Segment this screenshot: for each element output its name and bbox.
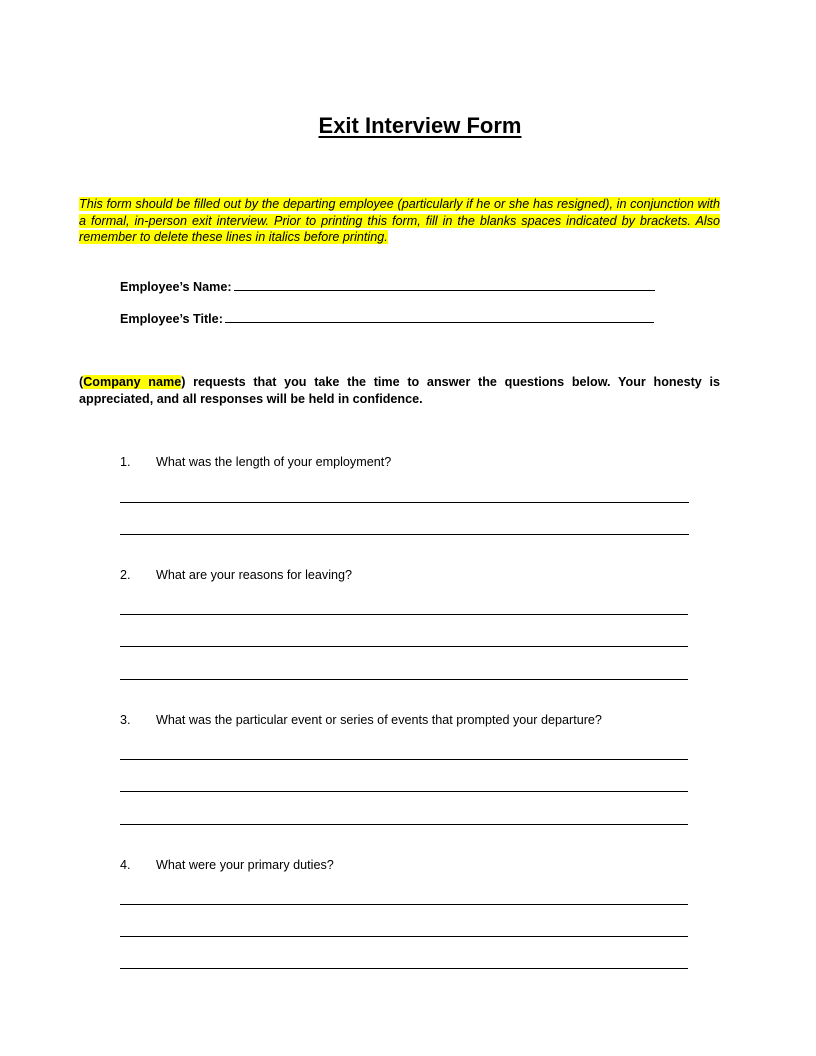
question-1 (120, 455, 391, 469)
question-number: 4. (120, 858, 131, 872)
employee-title-blank[interactable] (225, 310, 654, 323)
employee-name-label: Employee’s Name: (120, 280, 232, 294)
question-text: What was the length of your employment? (156, 455, 392, 469)
employee-name-field (120, 278, 655, 294)
question-text: What are your reasons for leaving? (156, 568, 353, 582)
answer-line[interactable] (120, 968, 688, 969)
answer-line[interactable] (120, 904, 688, 905)
employee-title-field (120, 310, 654, 326)
answer-line[interactable] (120, 502, 689, 503)
instructions-text (79, 196, 720, 246)
confidentiality-statement (79, 374, 720, 407)
question-number: 3. (120, 713, 131, 727)
answer-line[interactable] (120, 646, 688, 647)
statement-text: ) requests that you take the time to answer the questions below. Your honesty is appreciated, and all responses will be held in confidence. (79, 375, 721, 406)
answer-line[interactable] (120, 824, 688, 825)
question-text: What were your primary duties? (156, 858, 334, 872)
form-title: Exit Interview Form (318, 113, 522, 138)
answer-line[interactable] (120, 534, 689, 535)
employee-title-label: Employee’s Title: (120, 312, 223, 326)
answer-line[interactable] (120, 759, 688, 760)
question-3 (120, 713, 602, 727)
answer-line[interactable] (120, 679, 688, 680)
open-paren: ( (79, 375, 84, 389)
question-4 (120, 858, 334, 872)
company-name-placeholder: Company name (83, 375, 182, 389)
question-2 (120, 568, 352, 582)
answer-line[interactable] (120, 614, 688, 615)
question-number: 2. (120, 568, 131, 582)
employee-name-blank[interactable] (234, 278, 655, 291)
instructions-highlight: This form should be filled out by the departing employee (particularly if he or she has resigned), in conjunction with a formal, in-person exit interview. Prior to printing this form, fill in the blanks spaces indicated by brackets. Also remember to delete these lines in italics before printing. (79, 197, 720, 244)
question-text: What was the particular event or series of events that prompted your departure? (156, 713, 602, 727)
question-number: 1. (120, 455, 131, 469)
answer-line[interactable] (120, 791, 688, 792)
answer-line[interactable] (120, 936, 688, 937)
